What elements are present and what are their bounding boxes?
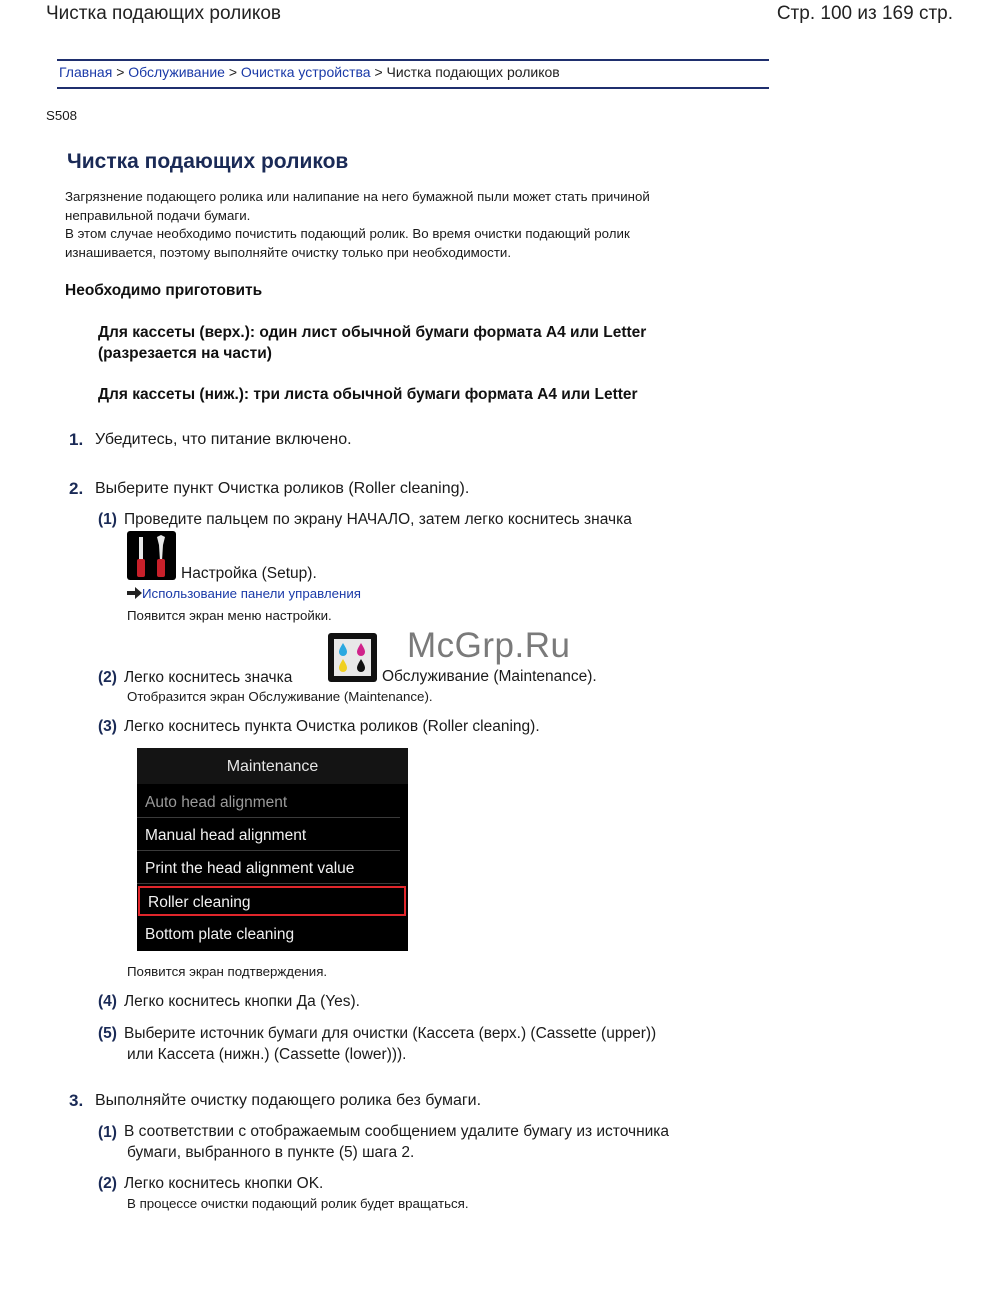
step-2-5-line: Выберите источник бумаги для очистки (Кассета (верх.) (Cassette (upper)) — [124, 1025, 657, 1042]
step-number: 2. — [69, 479, 84, 498]
step-3-text: Выполняйте очистку подающего ролика без бумаги. — [95, 1092, 482, 1109]
step-1-text: Убедитесь, что питание включено. — [95, 431, 352, 448]
step-3-2-note: В процессе очистки подающий ролик будет вращаться. — [127, 1196, 469, 1211]
breadcrumb — [59, 64, 560, 80]
step-3-1-line: В соответствии с отображаемым сообщением удалите бумагу из источника — [124, 1123, 670, 1140]
prepare-item-upper — [98, 322, 646, 364]
doc-code: S508 — [46, 108, 78, 123]
intro-line: изнашивается, поэтому выполняйте очистку только при необходимости. — [65, 244, 512, 260]
substep-number: (1) — [98, 511, 117, 528]
page-header-title: Чистка подающих роликов — [46, 3, 282, 24]
menu-item-auto-head-alignment[interactable]: Auto head alignment — [137, 788, 400, 818]
control-panel-link[interactable] — [127, 585, 361, 603]
step-2-1-text: Проведите пальцем по экрану НАЧАЛО, затем легко коснитесь значка — [124, 511, 632, 528]
step-2-3-note: Появится экран подтверждения. — [127, 964, 328, 979]
prepare-item-line: (разрезается на части) — [98, 345, 272, 362]
prepare-item-lower — [98, 384, 638, 405]
menu-item-bottom-plate-cleaning[interactable]: Bottom plate cleaning — [145, 926, 295, 943]
breadcrumb-bottom-rule — [57, 87, 769, 89]
maintenance-ink-icon — [328, 633, 377, 682]
intro-line: В этом случае необходимо почистить подающий ролик. Во время очистки подающий ролик — [65, 226, 630, 241]
step-3-1-line: бумаги, выбранного в пункте (5) шага 2. — [127, 1144, 415, 1161]
maintenance-screen-title: Maintenance — [137, 748, 408, 784]
watermark: McGrp.Ru — [407, 626, 571, 665]
step-2-1-note: Появится экран меню настройки. — [127, 608, 332, 623]
article-title: Чистка подающих роликов — [67, 150, 349, 173]
step-2-3-text: Легко коснитесь пункта Очистка роликов (Roller cleaning). — [124, 718, 540, 735]
substep-number: (1) — [98, 1124, 117, 1141]
maintenance-icon-label: Обслуживание (Maintenance). — [382, 668, 597, 685]
substep-number: (3) — [98, 718, 117, 735]
setup-tools-icon — [127, 531, 176, 580]
breadcrumb-separator: > — [116, 64, 125, 80]
step-2-2-text: Легко коснитесь значка — [124, 669, 293, 686]
control-panel-link-text[interactable]: Использование панели управления — [142, 586, 362, 601]
step-2-2-note: Отобразится экран Обслуживание (Maintenance). — [127, 689, 433, 704]
substep-number: (4) — [98, 993, 117, 1010]
step-3-1-text — [124, 1121, 669, 1163]
breadcrumb-top-rule — [57, 59, 769, 61]
arrow-right-icon — [127, 587, 142, 599]
step-number: 3. — [69, 1091, 84, 1110]
prepare-item-line: Для кассеты (ниж.): три листа обычной бумаги формата A4 или Letter — [98, 386, 638, 403]
prepare-item-line: Для кассеты (верх.): один лист обычной бумаги формата A4 или Letter — [98, 324, 647, 341]
substep-number: (5) — [98, 1025, 117, 1042]
breadcrumb-maintenance-link[interactable]: Обслуживание — [128, 64, 225, 80]
intro-line: неправильной подачи бумаги. — [65, 207, 251, 223]
menu-item-manual-head-alignment[interactable]: Manual head alignment — [137, 821, 400, 851]
intro-paragraph — [65, 188, 650, 262]
step-2-5-text — [124, 1023, 656, 1065]
substep-number: (2) — [98, 1175, 117, 1192]
maintenance-screen — [137, 748, 408, 951]
menu-item-roller-cleaning[interactable]: Roller cleaning — [138, 886, 406, 916]
step-2-text: Выберите пункт Очистка роликов (Roller cleaning). — [95, 480, 470, 497]
breadcrumb-separator: > — [228, 64, 238, 80]
breadcrumb-separator: > — [374, 64, 383, 80]
breadcrumb-home-link[interactable]: Главная — [59, 64, 113, 80]
step-2-4-text: Легко коснитесь кнопки Да (Yes). — [124, 993, 360, 1010]
breadcrumb-device-cleaning-link[interactable]: Очистка устройства — [240, 64, 371, 80]
step-3-2-text: Легко коснитесь кнопки OK. — [124, 1175, 324, 1192]
page-number: Стр. 100 из 169 стр. — [776, 3, 953, 24]
step-number: 1. — [69, 430, 84, 449]
substep-number: (2) — [98, 669, 117, 686]
intro-line: Загрязнение подающего ролика или налипание на него бумажной пыли может стать причиной — [65, 189, 650, 204]
prepare-heading: Необходимо приготовить — [65, 282, 263, 299]
step-2-5-line: или Кассета (нижн.) (Cassette (lower))). — [127, 1046, 407, 1063]
menu-item-print-head-alignment-value[interactable]: Print the head alignment value — [137, 854, 400, 884]
setup-icon-label: Настройка (Setup). — [181, 565, 317, 582]
breadcrumb-current: Чистка подающих роликов — [386, 64, 560, 80]
